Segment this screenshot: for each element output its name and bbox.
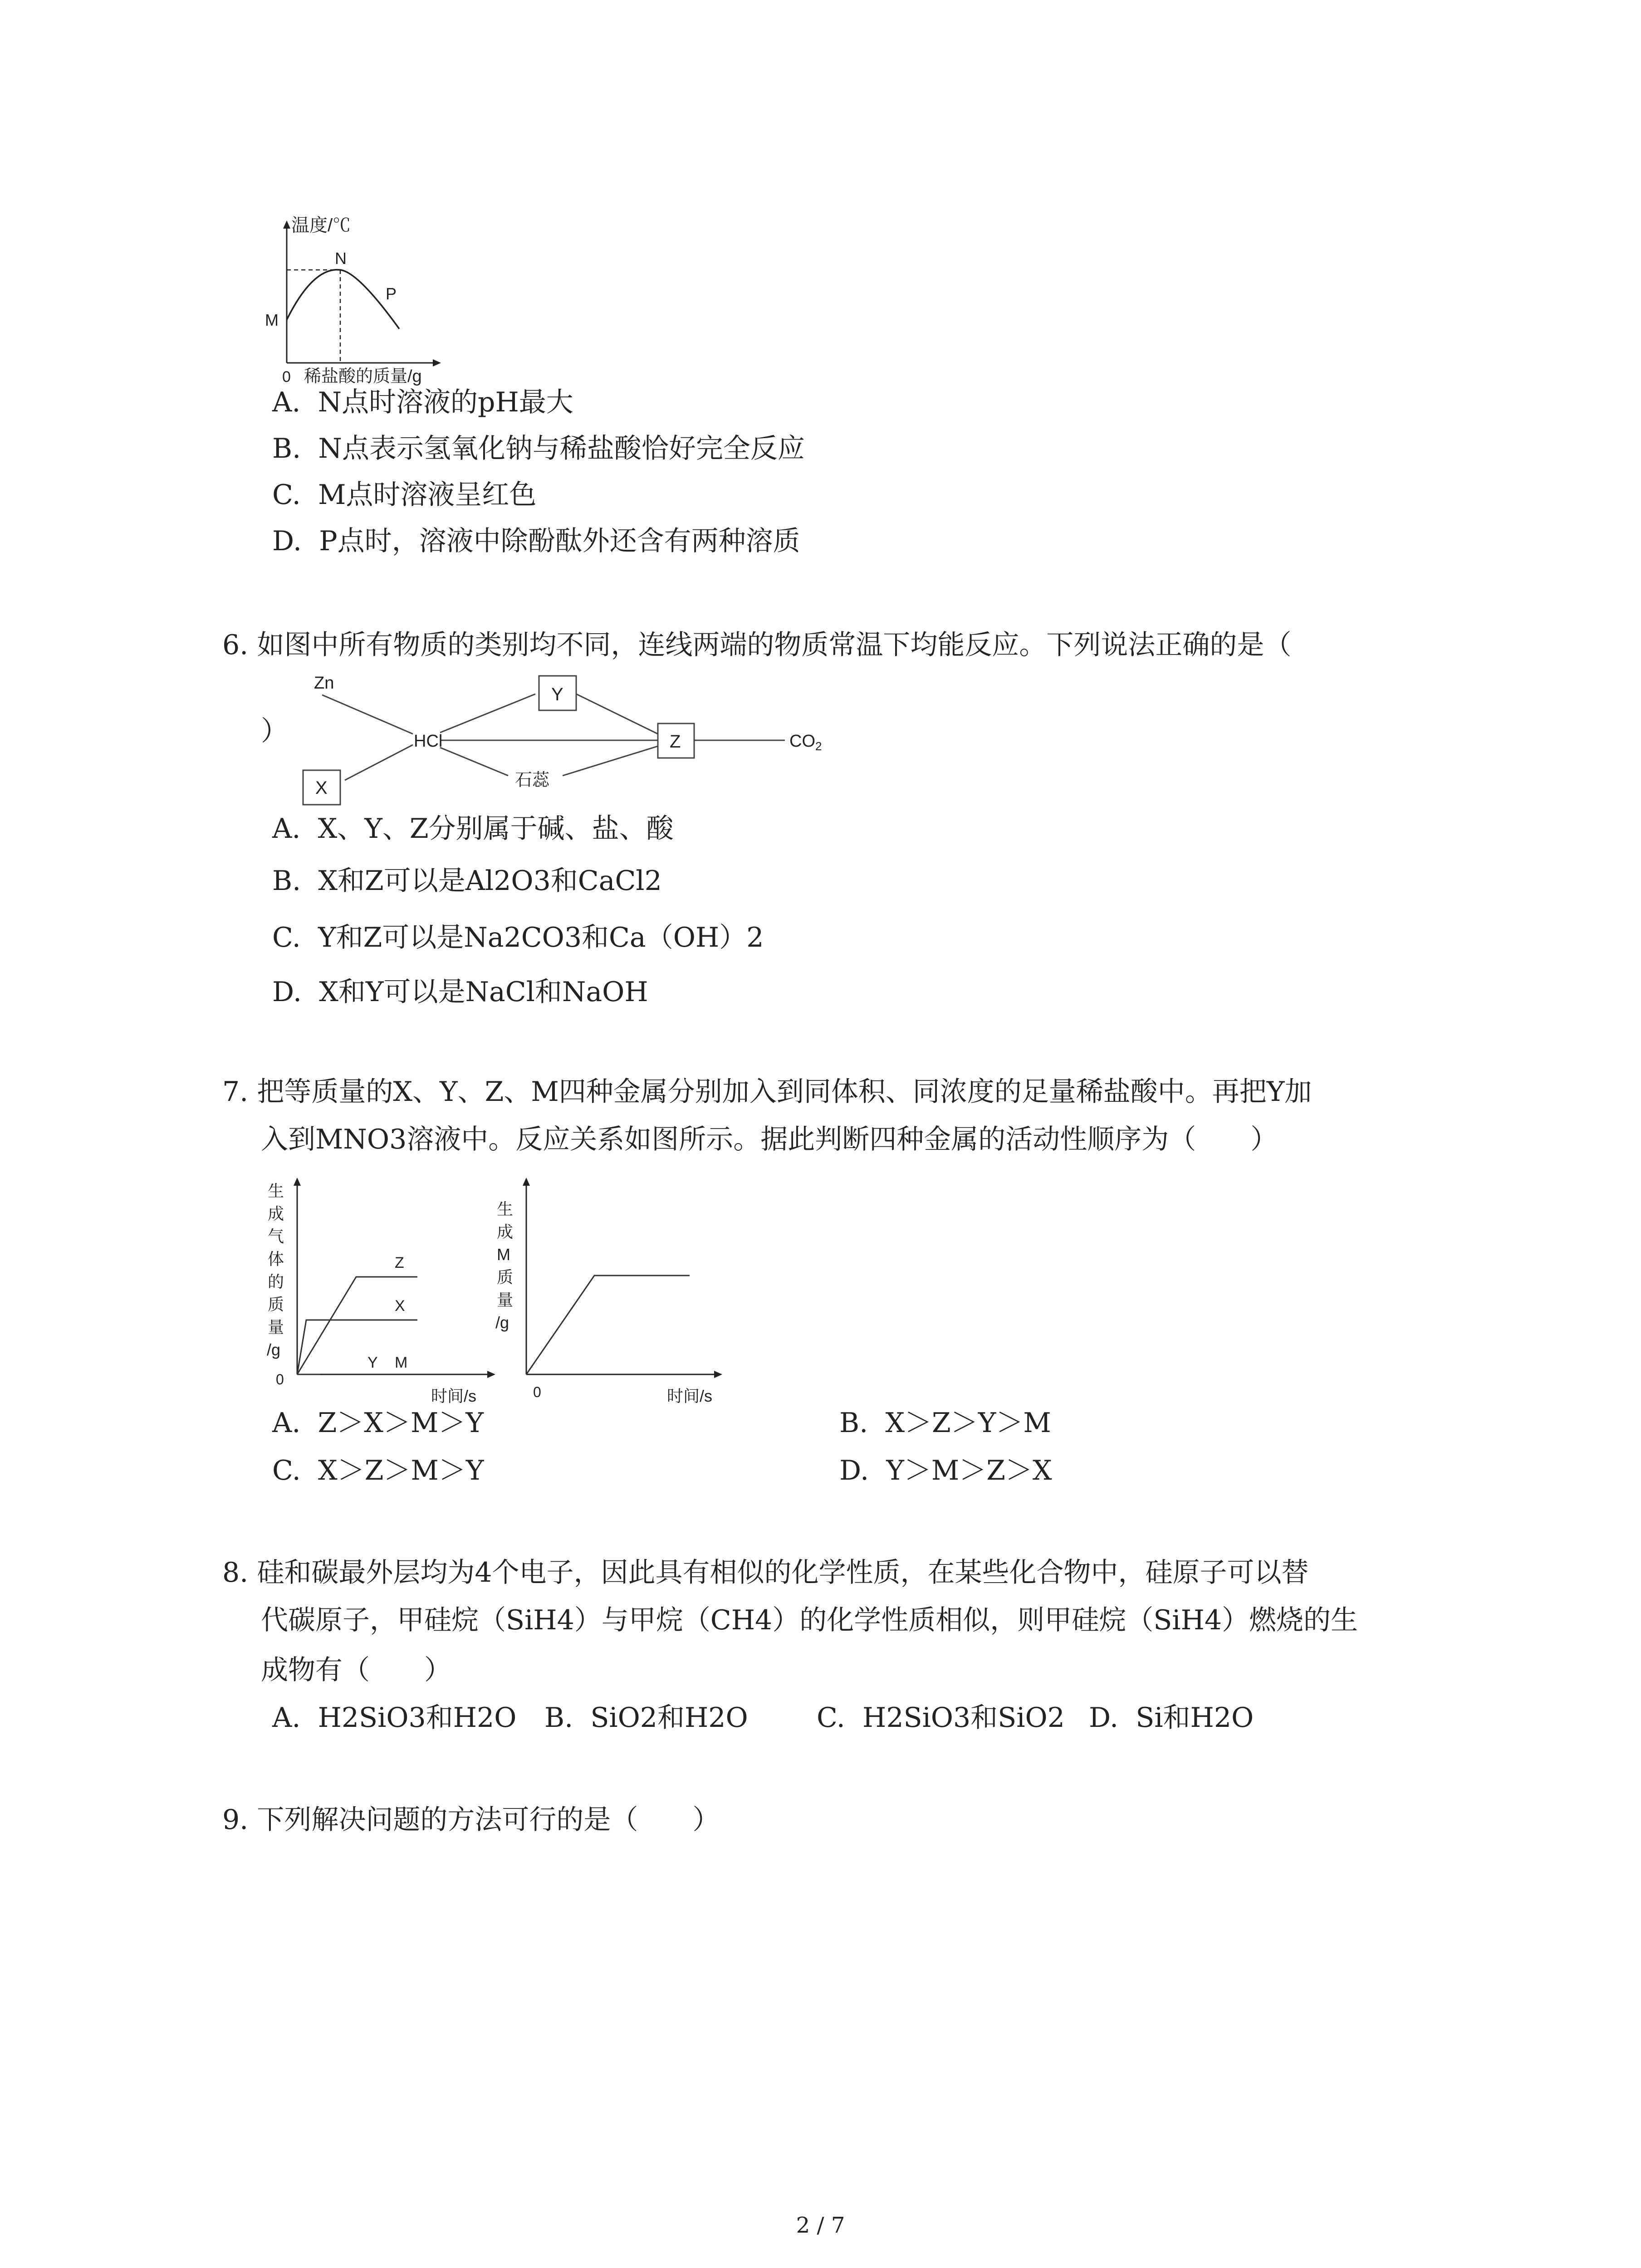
m-mass-graph <box>490 1175 744 1406</box>
graph2-x-label: 时间/s <box>667 1387 713 1405</box>
q6-stem-line2: ） <box>261 715 288 747</box>
svg-text:气: 气 <box>268 1227 284 1246</box>
q8-option-a: A. H2SiO3和H2O <box>272 1702 517 1734</box>
graph5-point-p: P <box>386 284 397 303</box>
svg-text:M: M <box>497 1245 510 1264</box>
svg-text:成: 成 <box>497 1222 514 1241</box>
temperature-graph <box>254 213 445 386</box>
svg-text:量: 量 <box>268 1318 284 1336</box>
svg-text:的: 的 <box>268 1272 284 1291</box>
q8-option-c: C. H2SiO3和SiO2 <box>817 1702 1065 1734</box>
svg-text:体: 体 <box>268 1250 284 1268</box>
q8-stem-line1: 8. 硅和碳最外层均为4个电子，因此具有相似的化学性质，在某些化合物中，硅原子可以替 <box>222 1557 1309 1589</box>
q7-stem-line1: 7. 把等质量的X、Y、Z、M四种金属分别加入到同体积、同浓度的足量稀盐酸中。再把Y加 <box>222 1076 1312 1108</box>
q6-stem-line1: 6. 如图中所有物质的类别均不同，连线两端的物质常温下均能反应。下列说法正确的是（ <box>222 629 1292 661</box>
graph1-z: Z <box>395 1254 404 1271</box>
graph1-y-label <box>267 1182 284 1359</box>
q6-option-d: D. X和Y可以是NaCl和NaOH <box>272 976 648 1008</box>
svg-text:质: 质 <box>497 1268 514 1286</box>
graph1-y: Y <box>367 1354 378 1371</box>
svg-text:/g: /g <box>267 1340 281 1359</box>
q6-option-b: B. X和Z可以是Al2O3和CaCl2 <box>272 865 662 897</box>
q8-stem-line3: 成物有（ ） <box>261 1654 451 1686</box>
graph5-x-label: 稀盐酸的质量/g <box>304 367 422 386</box>
diagram-hcl: HCl <box>414 732 443 751</box>
graph1-x-label: 时间/s <box>431 1387 477 1405</box>
q5-option-b: B. N点表示氢氧化钠与稀盐酸恰好完全反应 <box>272 433 805 464</box>
diagram-co2: $CO_2$ <box>789 732 822 753</box>
graph1-origin: 0 <box>276 1371 284 1388</box>
graph2-y-label <box>495 1200 513 1332</box>
svg-text:成: 成 <box>268 1204 284 1223</box>
gas-mass-graph <box>254 1175 508 1406</box>
graph5-point-n: N <box>335 249 347 268</box>
diagram-litmus: 石蕊 <box>515 771 550 790</box>
graph5-point-m: M <box>265 311 279 329</box>
page-number: 2 / 7 <box>796 2213 845 2238</box>
diagram-y: Y <box>551 684 563 704</box>
q5-option-d: D. P点时，溶液中除酚酞外还含有两种溶质 <box>272 525 800 557</box>
q8-stem-line2: 代碳原子，甲硅烷（SiH4）与甲烷（CH4）的化学性质相似，则甲硅烷（SiH4）燃烧的生 <box>261 1604 1358 1636</box>
q6-option-a: A. X、Y、Z分别属于碱、盐、酸 <box>272 813 674 845</box>
q7-option-b: B. X＞Z＞Y＞M <box>839 1407 1051 1439</box>
diagram-z: Z <box>670 732 681 752</box>
graph1-x: X <box>395 1297 405 1315</box>
q9-stem: 9. 下列解决问题的方法可行的是（ ） <box>222 1804 720 1836</box>
diagram-zn: Zn <box>314 674 334 693</box>
q7-option-a: A. Z＞X＞M＞Y <box>272 1407 484 1439</box>
q8-option-d: D. Si和H2O <box>1089 1702 1254 1734</box>
svg-text:/g: /g <box>495 1313 509 1332</box>
reaction-network-diagram <box>290 667 853 812</box>
diagram-x: X <box>315 778 328 798</box>
graph2-origin: 0 <box>533 1384 541 1400</box>
svg-text:质: 质 <box>268 1295 284 1314</box>
q6-option-c: C. Y和Z可以是Na2CO3和Ca（OH）2 <box>272 922 764 953</box>
q7-option-c: C. X＞Z＞M＞Y <box>272 1455 484 1486</box>
q5-option-a: A. N点时溶液的pH最大 <box>272 386 573 418</box>
q5-option-c: C. M点时溶液呈红色 <box>272 479 537 511</box>
q8-option-b: B. SiO2和H2O <box>544 1702 748 1734</box>
graph5-origin: 0 <box>282 368 291 386</box>
graph5-y-label: 温度/℃ <box>291 215 351 235</box>
svg-text:生: 生 <box>268 1182 284 1200</box>
q7-option-d: D. Y＞M＞Z＞X <box>839 1455 1052 1486</box>
svg-text:生: 生 <box>497 1200 514 1218</box>
svg-text:量: 量 <box>497 1290 514 1309</box>
q7-stem-line2: 入到MNO3溶液中。反应关系如图所示。据此判断四种金属的活动性顺序为（ ） <box>261 1124 1278 1155</box>
graph1-m: M <box>395 1354 408 1371</box>
